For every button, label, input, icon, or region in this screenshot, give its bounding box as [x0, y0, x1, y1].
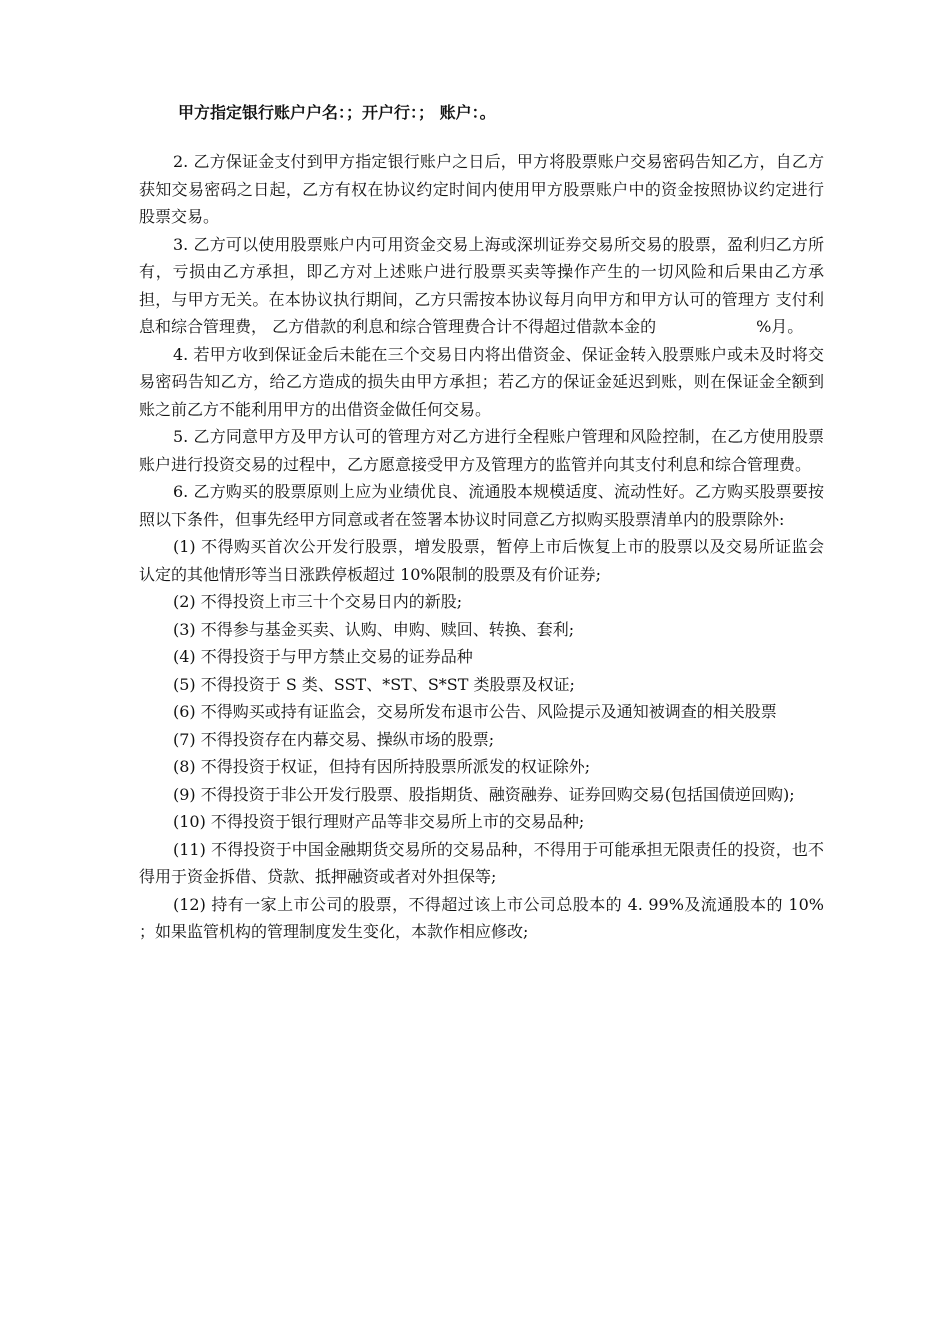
clause-3	[139, 231, 824, 341]
sub-clause-10: (10) 不得投资于银行理财产品等非交易所上市的交易品种;	[173, 812, 585, 831]
sub-clause-3: (3) 不得参与基金买卖、认购、申购、赎回、转换、套利;	[173, 619, 575, 639]
clause-3-suffix: %月。	[756, 317, 804, 336]
sub-clause-7: (7) 不得投资存在内幕交易、操纵市场的股票;	[173, 729, 495, 749]
clause-5: 5. 乙方同意甲方及甲方认可的管理方对乙方进行全程账户管理和风险控制，在乙方使用股票账户进行投资交易的过程中，乙方愿意接受甲方及管理方的监管并向其支付利息和综合管理费。	[139, 427, 824, 474]
sub-clause-12: (12) 持有一家上市公司的股票，不得超过该上市公司总股本的 4. 99%及流通股本的 10% ；如果监管机构的管理制度发生变化，本款作相应修改;	[139, 894, 824, 941]
clause-3-text: 3. 乙方可以使用股票账户内可用资金交易上海或深圳证券交易所交易的股票，盈利归乙方所有，亏损由乙方承担，即乙方对上述账户进行股票买卖等操作产生的一切风险和后果由乙方承担，与甲方无关。在本协议执行期间，乙方只需按本协议每月向甲方和甲方认可的管理方 支付利息和综合管理费， 乙方借款的利息和综合管理费合计不得超过借款本金的	[139, 234, 824, 336]
clause-6: 6. 乙方购买的股票原则上应为业绩优良、流通股本规模适度、流动性好。乙方购买股票要按照以下条件，但事先经甲方同意或者在签署本协议时同意乙方拟购买股票清单内的股票除外:	[139, 482, 824, 529]
sub-clause-1: (1) 不得购买首次公开发行股票，增发股票，暂停上市后恢复上市的股票以及交易所证监会认定的其他情形等当日涨跌停板超过 10%限制的股票及有价证券;	[139, 537, 824, 584]
bank-account-heading: 甲方指定银行账户户名：；开户行：； 账户：。	[178, 103, 496, 122]
sub-clause-6: (6) 不得购买或持有证监会，交易所发布退市公告、风险提示及通知被调查的相关股票	[173, 702, 777, 721]
sub-clause-11: (11) 不得投资于中国金融期货交易所的交易品种，不得用于可能承担无限责任的投资，也不得用于资金拆借、贷款、抵押融资或者对外担保等;	[139, 839, 824, 886]
clause-4: 4. 若甲方收到保证金后未能在三个交易日内将出借资金、保证金转入股票账户或未及时将交易密码告知乙方，给乙方造成的损失由甲方承担；若乙方的保证金延迟到账，则在保证金全额到账之前乙方不能利用甲方的出借资金做任何交易。	[139, 344, 824, 419]
sub-clause-5: (5) 不得投资于 S 类、SST、*ST、S*ST 类股票及权证;	[173, 674, 575, 694]
sub-clause-8: (8) 不得投资于权证，但持有因所持股票所派发的权证除外;	[173, 757, 591, 776]
clause-2: 2. 乙方保证金支付到甲方指定银行账户之日后，甲方将股票账户交易密码告知乙方，自乙方获知交易密码之日起，乙方有权在协议约定时间内使用甲方股票账户中的资金按照协议约定进行股票交易。	[139, 152, 824, 226]
sub-clause-4: (4) 不得投资于与甲方禁止交易的证券品种	[173, 647, 473, 666]
sub-clause-2: (2) 不得投资上市三十个交易日内的新股;	[173, 592, 463, 611]
sub-clause-9: (9) 不得投资于非公开发行股票、股指期货、融资融券、证券回购交易(包括国债逆回购);	[173, 784, 795, 804]
agreement-body	[139, 148, 824, 946]
